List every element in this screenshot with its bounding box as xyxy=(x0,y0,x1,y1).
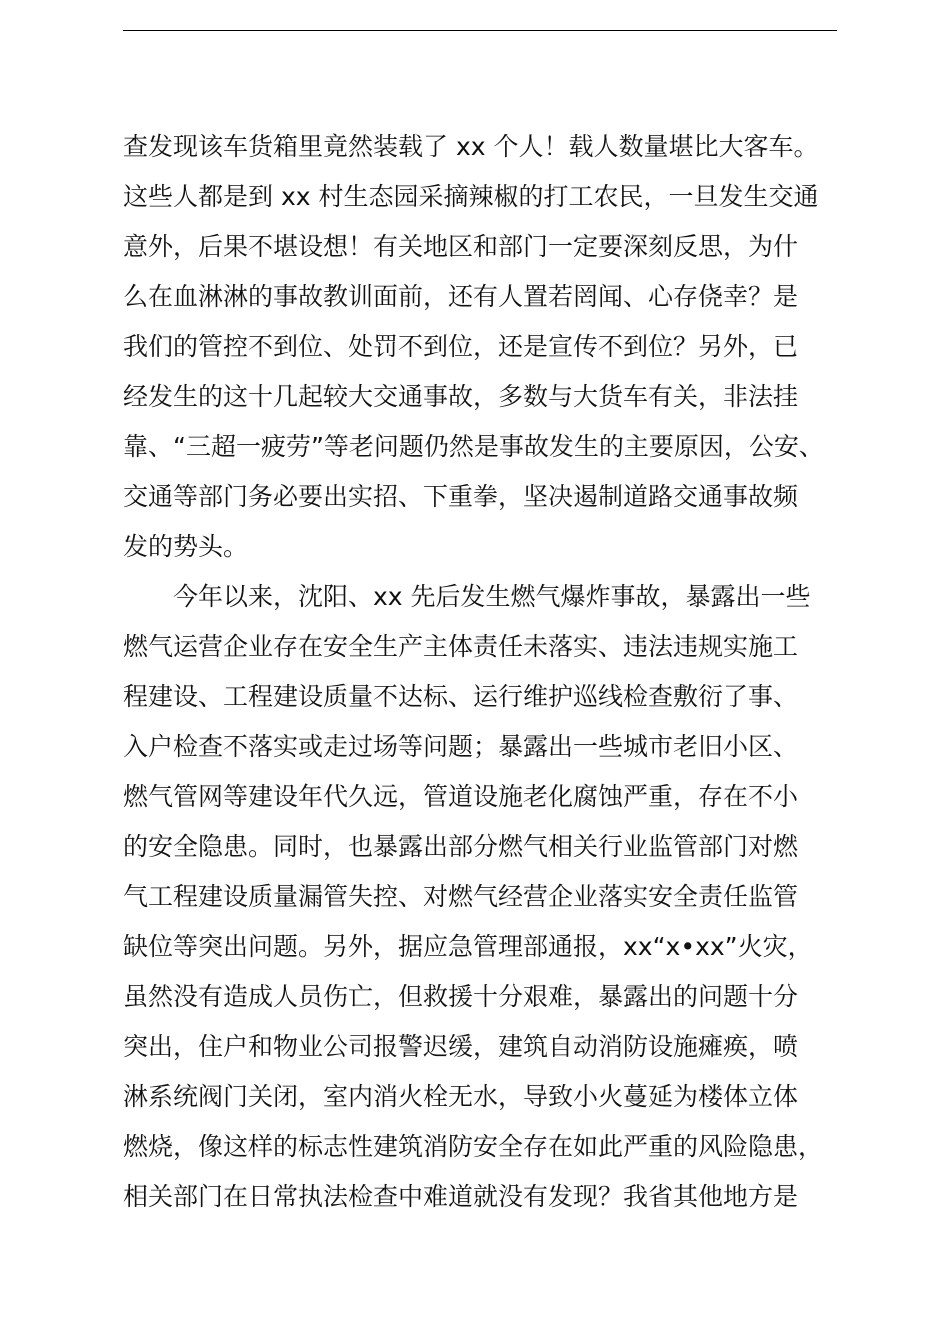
text-line: 么在血淋淋的事故教训面前，还有人置若罔闻、心存侥幸？是 xyxy=(123,282,799,311)
text-line: 突出，住户和物业公司报警迟缓，建筑自动消防设施瘫痪，喷 xyxy=(123,1032,799,1061)
text-line: 的安全隐患。同时，也暴露出部分燃气相关行业监管部门对燃 xyxy=(123,832,799,861)
text-line: 程建设、工程建设质量不达标、运行维护巡线检查敷衍了事、 xyxy=(123,682,799,711)
text-line: 缺位等突出问题。另外，据应急管理部通报，xx“x•xx”火灾， xyxy=(123,932,813,961)
text-line: 气工程建设质量漏管失控、对燃气经营企业落实安全责任监管 xyxy=(123,882,799,911)
text-line: 查发现该车货箱里竟然装载了 xx 个人！载人数量堪比大客车。 xyxy=(123,132,819,161)
text-line: 经发生的这十几起较大交通事故，多数与大货车有关，非法挂 xyxy=(123,382,799,411)
text-line: 我们的管控不到位、处罚不到位，还是宣传不到位？另外，已 xyxy=(123,332,799,361)
text-line: 这些人都是到 xx 村生态园采摘辣椒的打工农民，一旦发生交通 xyxy=(123,182,819,211)
text-line: 发的势头。 xyxy=(123,532,249,561)
text-line: 靠、“三超一疲劳”等老问题仍然是事故发生的主要原因，公安、 xyxy=(123,432,824,461)
text-line: 相关部门在日常执法检查中难道就没有发现？我省其他地方是 xyxy=(123,1182,799,1211)
text-line: 淋系统阀门关闭，室内消火栓无水，导致小火蔓延为楼体立体 xyxy=(123,1082,799,1111)
text-line: 意外，后果不堪设想！有关地区和部门一定要深刻反思，为什 xyxy=(123,232,799,261)
document-body xyxy=(123,126,863,1226)
text-line: 燃烧，像这样的标志性建筑消防安全存在如此严重的风险隐患， xyxy=(123,1132,824,1161)
paragraph-2 xyxy=(123,576,863,1226)
text-line: 交通等部门务必要出实招、下重拳，坚决遏制道路交通事故频 xyxy=(123,482,799,511)
text-line: 虽然没有造成人员伤亡，但救援十分艰难，暴露出的问题十分 xyxy=(123,982,799,1011)
text-line: 入户检查不落实或走过场等问题；暴露出一些城市老旧小区、 xyxy=(123,732,799,761)
text-line: 燃气运营企业存在安全生产主体责任未落实、违法违规实施工 xyxy=(123,632,799,661)
text-line: 今年以来，沈阳、xx 先后发生燃气爆炸事故，暴露出一些 xyxy=(173,582,811,611)
paragraph-1 xyxy=(123,126,863,576)
header-divider xyxy=(123,30,837,31)
text-line: 燃气管网等建设年代久远，管道设施老化腐蚀严重，存在不小 xyxy=(123,782,799,811)
